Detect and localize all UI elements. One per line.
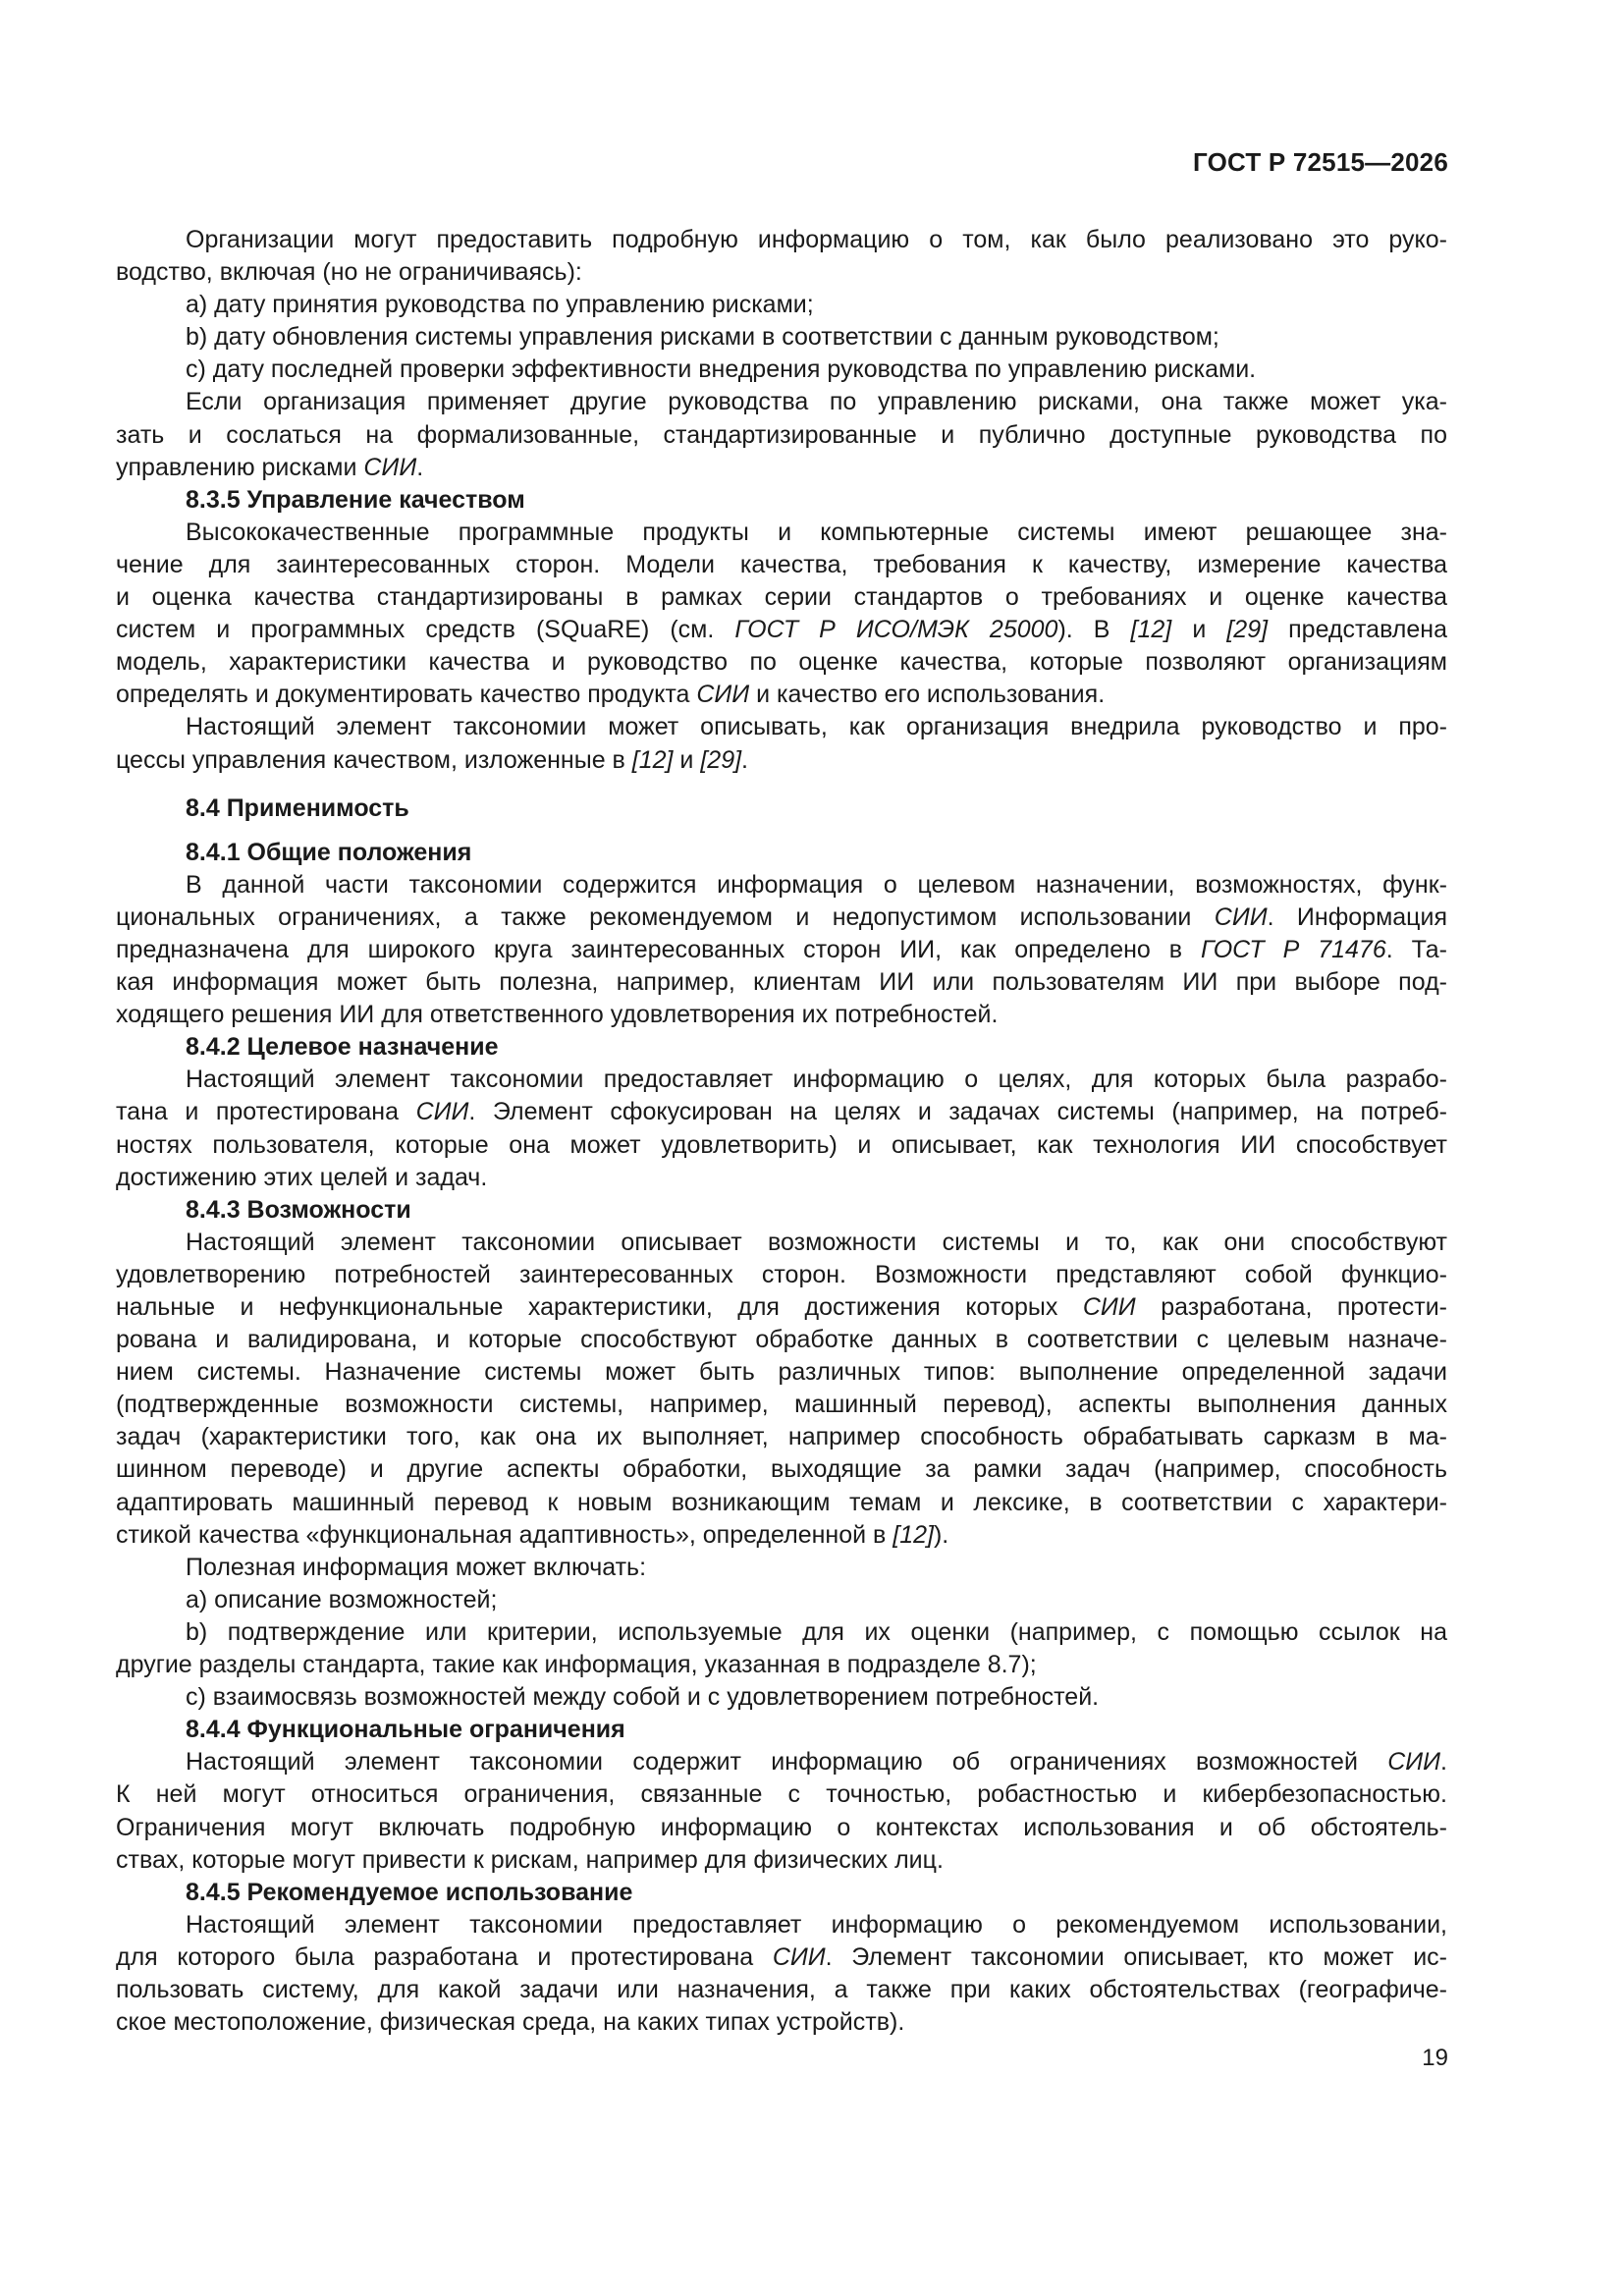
text-line [116, 256, 1447, 289]
text-run: удовлетворению потребностей заинтересованных сторон. Возможности представляют собой функцио- [116, 1260, 1447, 1288]
text-run: тана и протестирована [116, 1098, 416, 1126]
text-line [116, 1941, 1447, 1974]
reference-italic: [12] [1130, 616, 1172, 644]
text-run: систем и программных средств (SQuaRE) (см. [116, 616, 735, 644]
text-line [116, 999, 1447, 1031]
text-run: ностях пользователя, которые она может удовлетворить) и описывает, как технология ИИ способствует [116, 1130, 1447, 1159]
heading-text: 8.4.4 Функциональные ограничения [186, 1716, 625, 1744]
text-run: ходящего решения ИИ для ответственного удовлетворения их потребностей. [116, 1001, 999, 1029]
text-line [116, 1681, 1447, 1714]
text-line [116, 1487, 1447, 1519]
text-run: нием системы. Назначение системы может быть различных типов: выполнение определенной задачи [116, 1358, 1447, 1387]
text-run: К ней могут относиться ограничения, связанные с точностью, робастностью и кибербезопасностью. [116, 1780, 1447, 1809]
text-run: задач (характеристики того, как она их выполняет, например способность обрабатывать сарказм в ма- [116, 1423, 1447, 1451]
reference-italic: [29] [700, 745, 742, 774]
text-line [116, 517, 1447, 549]
text-line [116, 549, 1447, 581]
text-run: достижению этих целей и задач. [116, 1163, 488, 1191]
text-run: . [741, 745, 748, 774]
text-run: и оценка качества стандартизированы в рамках серии стандартов о требованиях и оценке качества [116, 583, 1447, 612]
text-line [116, 581, 1447, 614]
text-run: другие разделы стандарта, такие как информация, указанная в подразделе 8.7); [116, 1651, 1037, 1679]
reference-italic: ГОСТ Р 71476 [1200, 935, 1386, 963]
text-run: ское местоположение, физическая среда, на каких типах устройств). [116, 2008, 905, 2037]
text-run: a) описание возможностей; [186, 1585, 498, 1613]
text-run: Настоящий элемент таксономии описывает возможности системы и то, как они способствуют [186, 1228, 1447, 1256]
heading-text: 8.4.5 Рекомендуемое использование [186, 1878, 633, 1906]
text-run: ствах, которые могут привести к рискам, например для физических лиц. [116, 1845, 944, 1874]
text-run: c) взаимосвязь возможностей между собой и с удовлетворением потребностей. [186, 1683, 1100, 1712]
text-run: . Та- [1385, 935, 1447, 963]
heading-text: 8.4.2 Целевое назначение [186, 1033, 499, 1062]
reference-italic: СИИ [1387, 1748, 1441, 1777]
text-run: управлению рисками [116, 453, 364, 481]
text-line [116, 1909, 1447, 1941]
text-line [116, 1356, 1447, 1389]
text-line [116, 902, 1447, 934]
reference-italic: ГОСТ Р ИСО/МЭК 25000 [734, 616, 1058, 644]
text-run: b) подтверждение или критерии, используемые для их оценки (например, с помощью ссылок на [186, 1617, 1447, 1646]
text-run: Если организация применяет другие руководства по управлению рисками, она также может ука- [186, 388, 1447, 416]
text-line [116, 1552, 1447, 1584]
text-run: нальные и нефункциональные характеристики, для достижения которых [116, 1293, 1083, 1321]
text-line [116, 354, 1447, 386]
text-run: и [1171, 616, 1227, 644]
text-line [116, 452, 1447, 484]
text-run: циональных ограничениях, а также рекомендуемом и недопустимом использовании [116, 902, 1215, 931]
section-heading [116, 837, 1447, 869]
text-line [116, 1649, 1447, 1681]
heading-text: 8.4 Применимость [186, 793, 409, 822]
text-run: представлена [1268, 616, 1447, 644]
heading-text: 8.4.1 Общие положения [186, 838, 472, 866]
text-line [116, 646, 1447, 679]
paragraph-gap [116, 825, 1447, 837]
text-run: ). [933, 1520, 949, 1549]
text-run: ). В [1057, 616, 1131, 644]
text-run: разработана, протести- [1135, 1293, 1448, 1321]
text-line [116, 1259, 1447, 1291]
text-line [116, 1064, 1447, 1096]
text-run: . [416, 453, 424, 481]
text-run: и качество его использования. [749, 681, 1106, 709]
text-run: Настоящий элемент таксономии может описывать, как организация внедрила руководство и про- [186, 713, 1447, 741]
text-run: зать и сослаться на формализованные, стандартизированные и публично доступные руководства по [116, 420, 1447, 449]
text-run: Настоящий элемент таксономии предоставляет информацию о целях, для которых была разрабо- [186, 1066, 1447, 1094]
text-line [116, 224, 1447, 256]
reference-italic: СИИ [415, 1098, 469, 1126]
text-line [116, 1974, 1447, 2006]
text-line [116, 934, 1447, 966]
text-run: a) дату принятия руководства по управлению рисками; [186, 291, 814, 319]
document-header: ГОСТ Р 72515—2026 [1193, 147, 1448, 177]
text-line [116, 1778, 1447, 1811]
text-run: и [673, 745, 701, 774]
text-line [116, 966, 1447, 999]
text-line [116, 1519, 1447, 1552]
heading-text: 8.3.5 Управление качеством [186, 485, 525, 514]
text-run: для которого была разработана и протестирована [116, 1942, 773, 1971]
paragraph-gap [116, 777, 1447, 793]
text-run: пользовать систему, для какой задачи или назначения, а также при каких обстоятельствах (географиче- [116, 1975, 1447, 2003]
reference-italic: СИИ [363, 453, 417, 481]
text-run: b) дату обновления системы управления рисками в соответствии с данным руководством; [186, 323, 1219, 352]
section-heading [116, 1194, 1447, 1227]
text-line [116, 711, 1447, 743]
text-line [116, 1844, 1447, 1877]
text-run: c) дату последней проверки эффективности внедрения руководства по управлению рисками. [186, 355, 1257, 384]
text-line [116, 289, 1447, 321]
text-run: Высококачественные программные продукты и компьютерные системы имеют решающее зна- [186, 518, 1447, 546]
text-run: Полезная информация может включать: [186, 1553, 647, 1581]
text-run: рована и валидирована, и которые способствуют обработке данных в соответствии с целевым назначе- [116, 1326, 1447, 1354]
text-run: . Информация [1267, 902, 1447, 931]
reference-italic: СИИ [1214, 902, 1268, 931]
text-line [116, 1162, 1447, 1194]
section-heading [116, 1877, 1447, 1909]
heading-text: 8.4.3 Возможности [186, 1195, 411, 1224]
text-line [116, 1421, 1447, 1453]
reference-italic: СИИ [772, 1942, 826, 1971]
reference-italic: СИИ [1082, 1293, 1136, 1321]
text-run: Организации могут предоставить подробную информацию о том, как было реализовано это руко- [186, 226, 1447, 253]
text-line [116, 744, 1447, 777]
text-run: Настоящий элемент таксономии предоставляет информацию о рекомендуемом использовании, [186, 1910, 1447, 1939]
section-heading [116, 1031, 1447, 1064]
document-body [116, 224, 1447, 2039]
text-run: чение для заинтересованных сторон. Модели качества, требования к качеству, измерение качества [116, 550, 1447, 578]
text-line [116, 386, 1447, 418]
text-line [116, 1096, 1447, 1128]
text-line [116, 1389, 1447, 1421]
text-line [116, 1129, 1447, 1162]
text-run: . Элемент сфокусирован на целях и задачах системы (например, на потреб- [468, 1098, 1447, 1126]
text-run: цессы управления качеством, изложенные в [116, 745, 632, 774]
text-line [116, 321, 1447, 354]
text-line [116, 614, 1447, 646]
text-run: модель, характеристики качества и руководство по оценке качества, которые позволяют организациям [116, 648, 1447, 677]
text-line [116, 2006, 1447, 2039]
text-run: шинном переводе) и другие аспекты обработки, выходящие за рамки задач (например, способность [116, 1455, 1447, 1484]
text-run: Настоящий элемент таксономии содержит информацию об ограничениях возможностей [186, 1748, 1388, 1777]
text-line [116, 1227, 1447, 1259]
text-line [116, 1812, 1447, 1844]
text-line [116, 419, 1447, 452]
section-heading [116, 484, 1447, 517]
reference-italic: [29] [1226, 616, 1269, 644]
text-run: водство, включая (но не ограничиваясь): [116, 258, 582, 287]
page-number: 19 [1422, 2045, 1448, 2071]
reference-italic: [12] [893, 1520, 934, 1549]
text-run: Ограничения могут включать подробную информацию о контекстах использования и об обстоятель- [116, 1813, 1447, 1841]
text-line [116, 1291, 1447, 1324]
text-run: стикой качества «функциональная адаптивность», определенной в [116, 1520, 893, 1549]
reference-italic: [12] [631, 745, 674, 774]
text-run: определять и документировать качество продукта [116, 681, 697, 709]
text-line [116, 1616, 1447, 1649]
text-line [116, 869, 1447, 902]
text-run: (подтвержденные возможности системы, например, машинный перевод), аспекты выполнения данных [116, 1391, 1447, 1419]
section-heading [116, 793, 1447, 825]
text-line [116, 1324, 1447, 1356]
reference-italic: СИИ [696, 681, 750, 709]
text-run: . Элемент таксономии описывает, кто может ис- [825, 1942, 1447, 1971]
text-run: В данной части таксономии содержится информация о целевом назначении, возможностях, функ- [186, 870, 1447, 899]
section-heading [116, 1714, 1447, 1746]
text-line [116, 1746, 1447, 1778]
text-run: предназначена для широкого круга заинтересованных сторон ИИ, как определено в [116, 935, 1201, 963]
text-run: . [1440, 1748, 1447, 1777]
text-line [116, 679, 1447, 711]
text-line [116, 1584, 1447, 1616]
text-line [116, 1453, 1447, 1486]
text-run: адаптировать машинный перевод к новым возникающим темам и лексике, в соответствии с характери- [116, 1488, 1447, 1516]
text-run: кая информация может быть полезна, например, клиентам ИИ или пользователям ИИ при выборе под- [116, 968, 1447, 997]
